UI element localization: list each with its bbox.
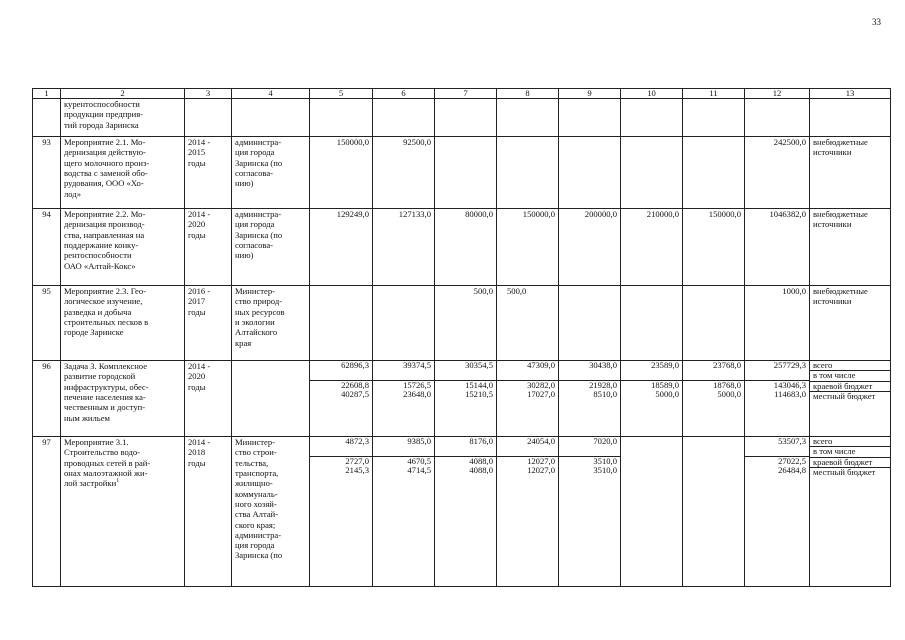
cell-v5: 62896,3 22608,8 40287,5: [310, 361, 373, 437]
footnote-mark: 1: [116, 478, 120, 485]
col-header-12: 12: [745, 89, 810, 99]
cell-v12: 1000,0: [745, 286, 810, 361]
col-header-4: 4: [232, 89, 310, 99]
cell-v8: 500,0: [497, 286, 559, 361]
col-header-9: 9: [559, 89, 621, 99]
cell-num: 95: [33, 286, 61, 361]
cell-name: Мероприятие 2.1. Мо- дернизация действую- щего молочного произ- водства с заменой обо- рудования, ООО «Хо- лод»: [61, 137, 185, 209]
cell-v9: 200000,0: [559, 209, 621, 286]
cell-name: Мероприятие 2.2. Мо- дернизация производ- ства, направленная на поддержание конку- рентоспособности ОАО «Алтай-Кокс»: [61, 209, 185, 286]
cell-executor: [232, 361, 310, 437]
cell-years: 2014 - 2020 годы: [185, 361, 232, 437]
cell-v10: 23589,0 18589,0 5000,0: [621, 361, 683, 437]
cell-source: всего в том числе краевой бюджет местный бюджет: [810, 361, 891, 437]
col-header-11: 11: [683, 89, 745, 99]
col-header-2: 2: [61, 89, 185, 99]
cell-num: [33, 99, 61, 137]
col-header-7: 7: [435, 89, 497, 99]
cell-years: 2014 - 2015 годы: [185, 137, 232, 209]
cell-v8: 24054,0 12027,0 12027,0: [497, 437, 559, 587]
table-row-95: [33, 286, 891, 361]
budget-table: [32, 88, 891, 587]
cell-name: Мероприятие 3.1. Строительство водо- проводных сетей в рай- онах малоэтажной жи- лой застройки$^1$: [61, 437, 185, 587]
col-header-10: 10: [621, 89, 683, 99]
cell-v6: 39374,5 15726,5 23648,0: [373, 361, 435, 437]
cell-num: 96: [33, 361, 61, 437]
header-row: [33, 89, 891, 99]
cell-num: 94: [33, 209, 61, 286]
cell-v10: 210000,0: [621, 209, 683, 286]
cell-years: 2014 - 2020 годы: [185, 209, 232, 286]
cell-v11: 150000,0: [683, 209, 745, 286]
cell-v6: 127133,0: [373, 209, 435, 286]
cell-executor: администра- ция города Заринска (по согласова- нию): [232, 137, 310, 209]
cell-v6: 92500,0: [373, 137, 435, 209]
cell-v5: 129249,0: [310, 209, 373, 286]
col-header-13: 13: [810, 89, 891, 99]
cell-v12: 242500,0: [745, 137, 810, 209]
cell-name: Мероприятие 2.3. Гео- логическое изучение, разведка и добыча строительных песков в городе Заринске: [61, 286, 185, 361]
cell-executor: администра- ция города Заринска (по согласова- нию): [232, 209, 310, 286]
cell-v7: 30354,5 15144,0 15210,5: [435, 361, 497, 437]
cell-v9: 7020,0 3510,0 3510,0: [559, 437, 621, 587]
table-row-97: [33, 437, 891, 587]
cell-source: внебюджетные источники: [810, 209, 891, 286]
col-header-3: 3: [185, 89, 232, 99]
table-row-93: [33, 137, 891, 209]
cell-v12: 1046382,0: [745, 209, 810, 286]
cell-executor: Министер- ство строи- тельства, транспорта, жилищно- коммуналь- ного хозяй- ства Алтай- ского края; администра- ция города Заринска (по: [232, 437, 310, 587]
cell-v7: 500,0: [435, 286, 497, 361]
cell-years: 2016 - 2017 годы: [185, 286, 232, 361]
cell-v12: 257729,3 143046,3 114683,0: [745, 361, 810, 437]
cell-source: внебюджетные источники: [810, 137, 891, 209]
cell-v7: 80000,0: [435, 209, 497, 286]
col-header-1: 1: [33, 89, 61, 99]
cell-v8: 47309,0 30282,0 17027,0: [497, 361, 559, 437]
cell-num: 93: [33, 137, 61, 209]
cell-v5: 4872,3 2727,0 2145,3: [310, 437, 373, 587]
cell-v8: 150000,0: [497, 209, 559, 286]
col-header-6: 6: [373, 89, 435, 99]
cell-source: всего в том числе краевой бюджет местный бюджет: [810, 437, 891, 587]
cell-source: внебюджетные источники: [810, 286, 891, 361]
cell-v9: 30438,0 21928,0 8510,0: [559, 361, 621, 437]
cell-executor: Министер- ство природ- ных ресурсов и экологии Алтайского края: [232, 286, 310, 361]
cell-v7: 8176,0 4088,0 4088,0: [435, 437, 497, 587]
table-row-94: [33, 209, 891, 286]
table-row-96: [33, 361, 891, 437]
cell-num: 97: [33, 437, 61, 587]
page-number: 33: [872, 17, 881, 27]
cell-name: курентоспособности продукции предприя- тий города Заринска: [61, 99, 185, 137]
cell-v11: 23768,0 18768,0 5000,0: [683, 361, 745, 437]
col-header-5: 5: [310, 89, 373, 99]
cell-v6: 9385,0 4670,5 4714,5: [373, 437, 435, 587]
cell-name: Задача 3. Комплексное развитие городской инфраструктуры, обес- печение населения ка- чественным и доступ- ным жильем: [61, 361, 185, 437]
table-row-continuation: [33, 99, 891, 137]
cell-v5: 150000,0: [310, 137, 373, 209]
cell-v12: 53507,3 27022,5 26484,8: [745, 437, 810, 587]
cell-years: 2014 - 2018 годы: [185, 437, 232, 587]
col-header-8: 8: [497, 89, 559, 99]
